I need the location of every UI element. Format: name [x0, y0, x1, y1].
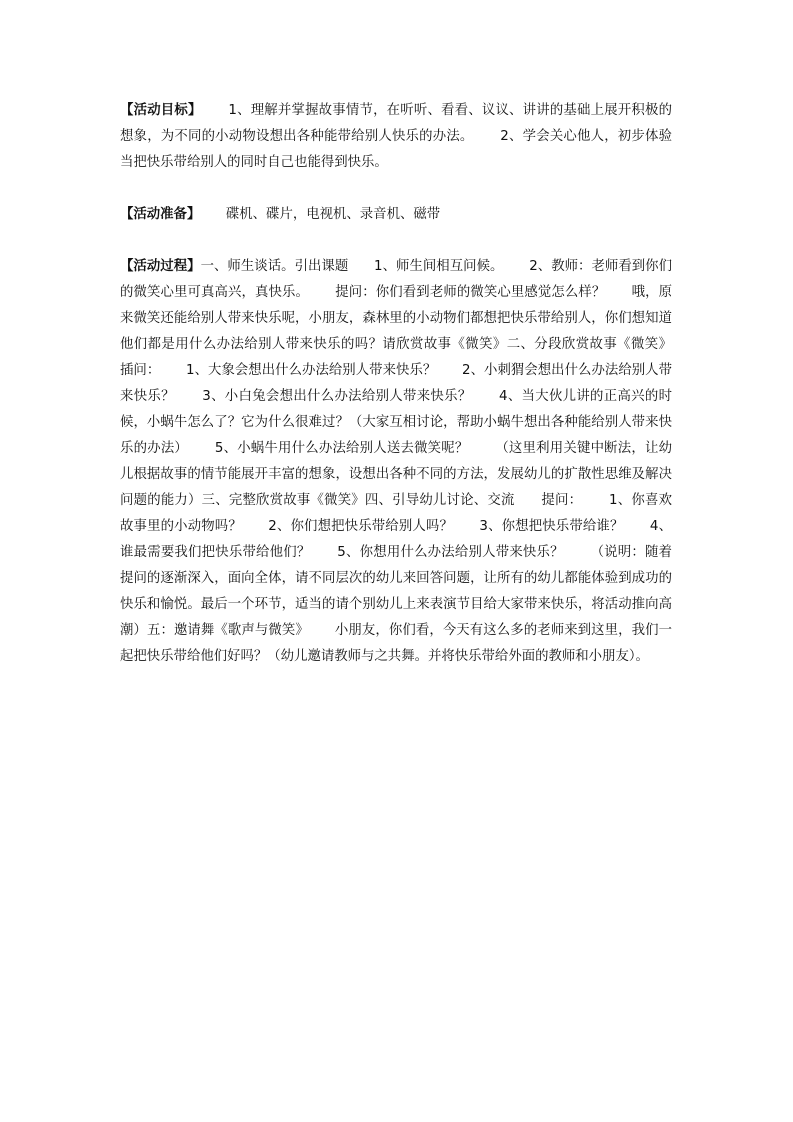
text-activity-process: 一、师生谈话。引出课题 1、师生间相互问候。 2、教师：老师看到你们的微笑心里可真高兴，真快乐。 提问：你们看到老师的微笑心里感觉怎么样？ 哦，原来微笑还能给别人带来快乐呢，小朋友，森林里的小动物们都想把快乐带给别人，你们想知道他们都是用什么办法给别人带来快乐的吗？请欣赏故事《微笑》二、分段欣赏故事《微笑》 插问： 1、大象会想出什么办法给别人带来快乐？ 2、小刺猬会想出什么办法给别人带来快乐？ 3、小白兔会想出什么办法给别人带来快乐？ 4、当大伙儿讲的正高兴的时候，小蜗牛怎么了？它为什么很难过？（大家互相讨论，帮助小蜗牛想出各种能给别人带来快乐的办法） 5、小蜗牛用什么办法给别人送去微笑呢？ （这里利用关键中断法，让幼儿根据故事的情节能展开丰富的想象，设想出各种不同的方法，发展幼儿的扩散性思维及解决问题的能力）三、完整欣赏故事《微笑》四、引导幼儿讨论、交流 提问： 1、你喜欢故事里的小动物吗？ 2、你们想把快乐带给别人吗？ 3、你想把快乐带给谁？ 4、谁最需要我们把快乐带给他们？ 5、你想用什么办法给别人带来快乐？ （说明：随着提问的逐渐深入，面向全体，请不同层次的幼儿来回答问题，让所有的幼儿都能体验到成功的快乐和愉悦。最后一个环节，适当的请个别幼儿上来表演节目给大家带来快乐，将活动推向高潮）五：邀请舞《歌声与微笑》 小朋友，你们看，今天有这么多的老师来到这里，我们一起把快乐带给他们好吗？（幼儿邀请教师与之共舞。并将快乐带给外面的教师和小朋友）。 [120, 259, 698, 664]
section-activity-preparation [120, 202, 672, 228]
document-content [120, 98, 698, 670]
text-activity-preparation: 碟机、碟片，电视机、录音机、磁带 [200, 207, 441, 222]
heading-activity-process: 【活动过程】 [120, 259, 201, 274]
text-activity-goals: 1、理解并掌握故事情节，在听听、看看、议议、讲讲的基础上展开积极的想象，为不同的小动物设想出各种能带给别人快乐的办法。 2、学会关心他人，初步体验当把快乐带给别人的同时自己也能得到快乐。 [120, 103, 673, 170]
section-activity-goals [120, 98, 672, 176]
heading-activity-goals: 【活动目标】 [120, 103, 202, 118]
section-activity-process [120, 254, 698, 670]
heading-activity-preparation: 【活动准备】 [120, 207, 201, 222]
